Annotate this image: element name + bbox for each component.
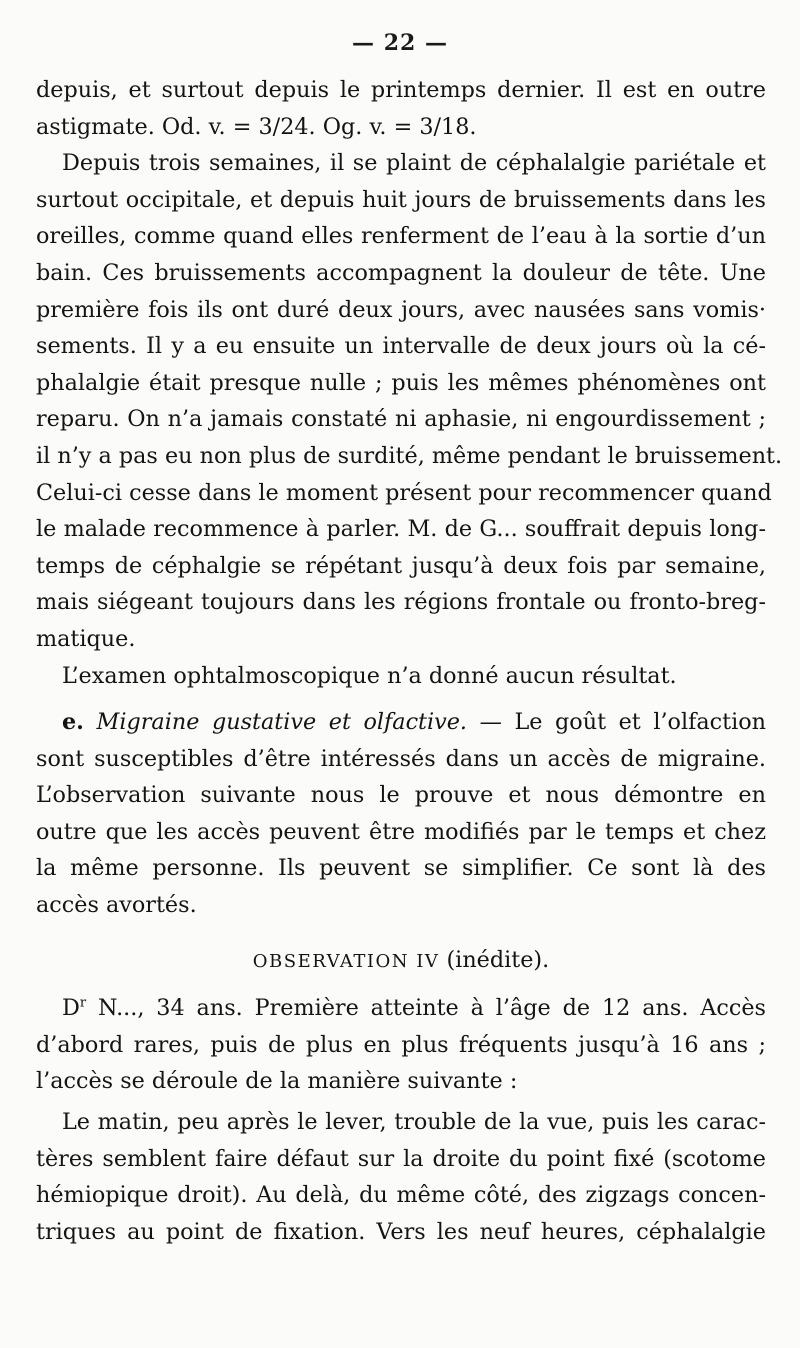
text-line: sements. Il y a eu ensuite un intervalle de deux jours où la cé-: [36, 333, 766, 360]
text-line: Le matin, peu après le lever, trouble de la vue, puis les carac-: [62, 1109, 766, 1136]
spacer: [36, 694, 766, 704]
text-line: première fois ils ont duré deux jours, avec nausées sans vomis·: [36, 296, 766, 323]
observation-label: OBSERVATION IV: [252, 950, 440, 972]
doctor-abbrev-sup: r: [79, 995, 87, 1011]
text-run: N..., 34 ans. Première atteinte à l’âge de 12 ans. Accès: [86, 995, 766, 1022]
spacer: [36, 924, 766, 942]
text-line: le malade recommence à parler. M. de G... souffrait depuis long-: [36, 516, 766, 543]
text-line: [36, 990, 766, 1027]
section-heading-line: [36, 704, 766, 741]
text-line: outre que les accès peuvent être modifiés par le temps et chez: [36, 818, 766, 845]
text-line: accès avortés.: [36, 892, 197, 919]
page-body: [36, 72, 783, 1250]
paragraph-6: [36, 1104, 766, 1250]
text-line: temps de céphalgie se répétant jusqu’à deux fois par semaine,: [36, 552, 766, 579]
paragraph-5: [36, 990, 766, 1100]
text-line: phalalgie était presque nulle ; puis les mêmes phénomènes ont: [36, 369, 766, 396]
text-line: triques au point de fixation. Vers les neuf heures, céphalalgie: [36, 1218, 766, 1245]
text-line: L’observation suivante nous le prouve et nous démontre en: [36, 782, 766, 809]
section-heading: Migraine gustative et olfactive.: [96, 709, 468, 736]
text-line: sont susceptibles d’être intéressés dans un accès de migraine.: [36, 745, 766, 772]
text-line: l’accès se déroule de la manière suivante :: [36, 1068, 518, 1095]
paragraph-3: [36, 658, 766, 695]
text-line: Depuis trois semaines, il se plaint de céphalalgie pariétale et: [62, 150, 766, 177]
text-line: surtout occipitale, et depuis huit jours de bruissements dans les: [36, 186, 766, 213]
observation-title: [36, 942, 766, 979]
section-migraine-gustative: [36, 704, 766, 924]
text-line: mais siégeant toujours dans les régions frontale ou fronto-breg-: [36, 589, 766, 616]
text-line: Celui-ci cesse dans le moment présent pour recommencer quand: [36, 479, 772, 506]
text-line: hémiopique droit). Au delà, du même côté, des zigzags concen-: [36, 1182, 766, 1209]
observation-title-line: [36, 942, 766, 979]
section-marker: e.: [62, 709, 84, 736]
text-run: — Le goût et l’olfaction: [467, 709, 767, 736]
text-line: matique.: [36, 625, 136, 652]
text-line: tères semblent faire défaut sur la droite du point fixé (scotome: [36, 1145, 766, 1172]
text-line: il n’y a pas eu non plus de surdité, même pendant le bruissement.: [36, 442, 783, 469]
text-line: L’examen ophtalmoscopique n’a donné aucun résultat.: [62, 662, 677, 689]
text-line: bain. Ces bruissements accompagnent la douleur de tête. Une: [36, 259, 766, 286]
page-number: — 22 —: [352, 30, 448, 56]
text-line: d’abord rares, puis de plus en plus fréquents jusqu’à 16 ans ;: [36, 1031, 766, 1058]
text-line: oreilles, comme quand elles renferment de l’eau à la sortie d’un: [36, 223, 766, 250]
spacer: [36, 978, 766, 990]
text-line: depuis, et surtout depuis le printemps dernier. Il est en outre: [36, 77, 766, 103]
text-line: reparu. On n’a jamais constaté ni aphasie, ni engourdissement ;: [36, 406, 766, 433]
text-line: la même personne. Ils peuvent se simplifier. Ce sont là des: [36, 855, 766, 882]
paragraph-1: [36, 72, 766, 145]
doctor-abbrev: D: [62, 995, 80, 1022]
text-line: astigmate. Od. v. = 3/24. Og. v. = 3/18.: [36, 113, 477, 140]
observation-note: (inédite).: [446, 946, 550, 973]
paragraph-2: [36, 145, 783, 657]
